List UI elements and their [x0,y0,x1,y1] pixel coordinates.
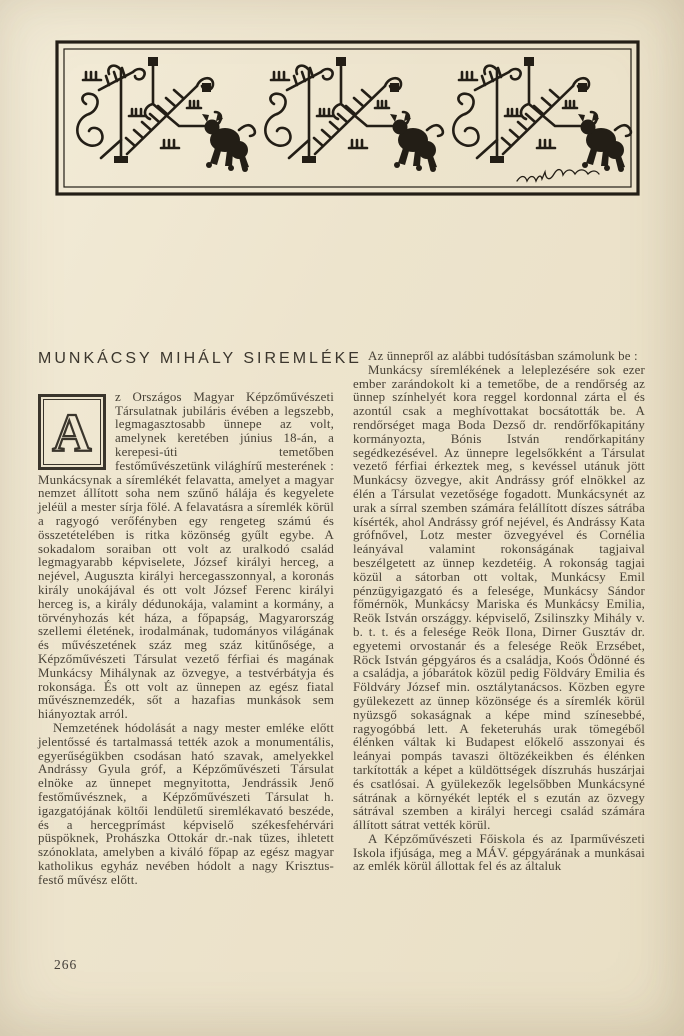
left-paragraph-2: Nemzetének hódolását a nagy mester emléke előtt jelentőssé és tartalmassá tették azok a monumentális, egyerűségükben csodásan ható szavak, amelyekkel Andrássy Gyula gróf, a Képzőművészeti Társulat elnöke az ünnepet megnyitotta, Jendrássik Jenő festőművésznek, a Képzőművészeti Társulat h. igazgatójának költői lendületű siremlékavató beszéde, és a hercegprímást képviselő székesfehérvári püspöknek, Prohászka Ottokár dr.-nak tüzes, ihletett szónoklata, amelyben a kiváló főpap az egész magyar katholikus egyház nevében hódolt a nagy Krisztus-festő művész előtt. [38,720,334,887]
drop-cap-letter: A [52,402,92,463]
right-column [353,350,645,874]
left-column [38,350,362,887]
header-ornament-frieze [55,40,640,196]
page-number: 266 [54,957,78,972]
tree-of-life-frieze-icon [55,40,640,196]
article-title: MUNKÁCSY MIHÁLY SIREMLÉKE [38,350,362,367]
right-paragraph-1: Az ünnepről az alábbi tudósításban számolunk be : [368,349,638,363]
frieze-outer-border [57,42,638,194]
left-paragraph-1-text: z Országos Magyar Képzőművészeti Társulatnak jubiláris évében a legszebb, legmagasztosabb ünnepe az volt, amelynek keretében június 18-án, a kerepesi-úti temetőben festőművészetünk világhírű mesterének : Munkácsynak a síremlékét felavatta, amelyet a magyar nemzet állított soha nem szűnő hálája és kegyelete jeléül a mester sírja fölé. A felavatásra a síremlék körül a ragyogó verőfényben egy rengeteg számú és összetételében is ritka közönség gyűlt egybe. A sokadalom soraiban ott volt az uralkodó család legmagyarabb képviselete, József királyi herceg, a nejével, Auguszta királyi hercegasszonnyal, a koronás király unokájával és ott volt József Ferenc királyi herceg is, a király dédunokája, valamint a kormány, a törvényhozás két háza, a főpapság, Magyarország szellemi életének, irodalmának, tudományos világának és művészetének száz meg száz kitűnősége, a Képzőművészeti Társulat vezető férfiai és magának Munkácsy Mihálynak az özvegye, a testvérbátyja és rokonsága. És ott volt az ünnepen az egész fiatal művésznemzedék, sőt a hazafias munkások sem hiányoztak arról. [38,389,334,722]
drop-cap-frame [38,394,106,470]
artist-signature-icon [517,170,599,181]
right-paragraph-3: A Képzőművészeti Főiskola és az Iparművészeti Iskola ifjúsága, meg a MÁV. gépgyárának a munkásai az emlék körül állottak fel és az általuk [353,831,645,874]
left-paragraph-1 [38,391,334,722]
right-paragraph-2: Munkácsy síremlékének a leleplezésére sok ezer ember zarándokolt ki a temetőbe, de a rendőrség az ünnep színhelyét kora reggel kordonnal zárta el és azontúl csak a meghívottakat bocsátották be. A rendőrséget maga Boda Dezső dr. rendőrfőkapitány kormányozta, Bónis István rendőrkapitány segédkezésével. Az ünnepre legelsőkként a Társulat vezető férfiai érkeztek meg, s kevéssel utánuk jött Munkácsy özvegye, akit Andrássy gróf elnökkel az élén a Társulat vezetősége fogadott. Munkácsynét az urak a sírral szemben számára felállított díszes sátrába kísérték, ahol Andrássy gróf nejével, és Andrássy Kata grófnővel, Lotz mester özvegyével és Cornélia leányával valamint rokonságának tagjaival beszélgetett az ünnep kezdetéig. A rokonság tagjai közül a sátorban ott voltak, Munkácsy Emil pénzügyigazgató és a felesége, Munkácsy Sándor főmérnök, Munkácsy Mariska és Munkácsy Emilia, Reök István országgy. képviselő, Zsilinszky Mihály v. b. t. t. és a felesége Reök Ilona, Dirner Gusztáv dr. egyetemi orvostanár és a felesége Reök Erzsébet, Röck István gépgyáros és a családja, Koós Ödönné és a családja, a jóbarátok közül pedig Földváry Emilia és Földváry József min. osztálytanácsos. Közben egyre gyülekezett az ünnep közönsége és a síremlék körül nyüzsgő sokaságnak a képe mind színesebbé, ragyogóbbá lett. A feketeruhás urak tömegéből élénken váltak ki Budapest előkelő asszonyai és leányai pompás tavaszi öltözékeikben és élénken tarkították a képet a küldöttségek díszruhás huszárjai és csatlósai. A gyülekezők legelsőbben Munkácsyné sátrának a környékét lepték el s ezután az özvegy sátrával szemben a királyi hercegi család számára állított sátrat vették körül. [353,362,645,833]
